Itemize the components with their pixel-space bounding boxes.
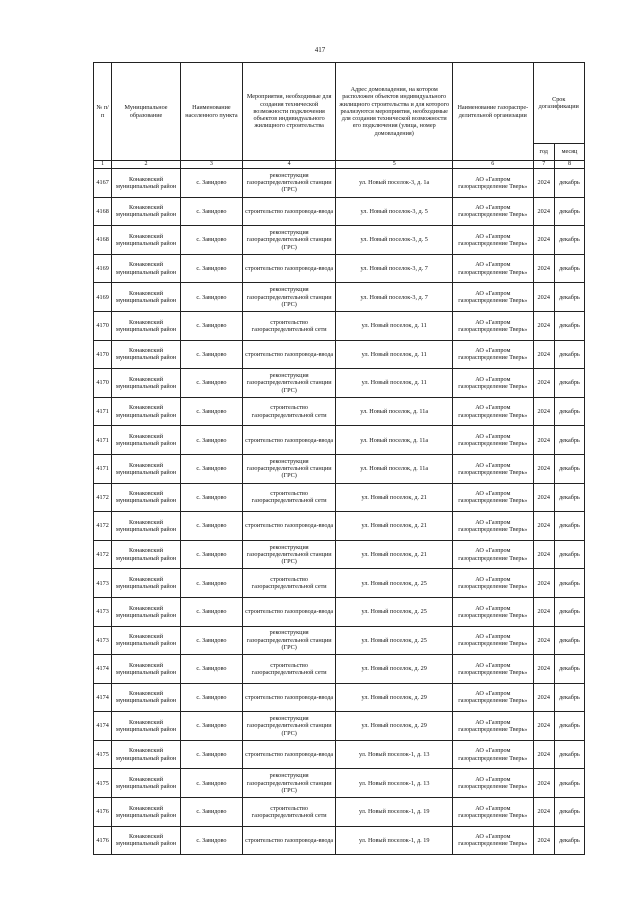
cell-month: декабрь: [554, 340, 584, 369]
cell-activity: строительство газопровода-ввода: [243, 197, 336, 226]
cell-activity: строительство газораспределительной сети: [243, 483, 336, 512]
cell-organization: АО «Газпром газораспределение Тверь»: [453, 712, 533, 741]
cell-organization: АО «Газпром газораспределение Тверь»: [453, 283, 533, 312]
cell-address: ул. Новый поселок, д. 21: [336, 540, 453, 569]
cell-no: 4171: [94, 426, 112, 455]
cell-organization: АО «Газпром газораспределение Тверь»: [453, 340, 533, 369]
table-row: [94, 397, 585, 426]
cell-locality: с. Завидово: [180, 226, 242, 255]
cell-address: ул. Новый поселок, д. 11: [336, 311, 453, 340]
cell-municipality: Конаковский муниципальный район: [112, 483, 181, 512]
cell-activity: строительство газопровода-ввода: [243, 254, 336, 283]
cell-locality: с. Завидово: [180, 826, 242, 855]
cell-locality: с. Завидово: [180, 798, 242, 827]
cell-address: ул. Новый поселок-1, д. 13: [336, 769, 453, 798]
cell-no: 4176: [94, 826, 112, 855]
cell-organization: АО «Газпром газораспределение Тверь»: [453, 454, 533, 483]
column-number: 7: [533, 161, 554, 169]
cell-locality: с. Завидово: [180, 626, 242, 655]
cell-no: 4167: [94, 169, 112, 198]
column-number: 8: [554, 161, 584, 169]
cell-locality: с. Завидово: [180, 454, 242, 483]
cell-year: 2024: [533, 683, 554, 712]
cell-address: ул. Новый поселок, д. 25: [336, 569, 453, 598]
cell-no: 4172: [94, 512, 112, 541]
cell-activity: строительство газораспределительной сети: [243, 397, 336, 426]
cell-address: ул. Новый поселок, д. 25: [336, 597, 453, 626]
cell-activity: строительство газопровода-ввода: [243, 740, 336, 769]
cell-year: 2024: [533, 712, 554, 741]
cell-locality: с. Завидово: [180, 426, 242, 455]
cell-year: 2024: [533, 397, 554, 426]
cell-address: ул. Новый поселок, д. 29: [336, 683, 453, 712]
cell-year: 2024: [533, 369, 554, 398]
cell-month: декабрь: [554, 712, 584, 741]
header-deadline: Срок догазификации: [533, 63, 585, 144]
cell-no: 4174: [94, 712, 112, 741]
cell-municipality: Конаковский муниципальный район: [112, 540, 181, 569]
header-municipality: Муниципальное образование: [112, 63, 181, 161]
table-row: [94, 597, 585, 626]
cell-municipality: Конаковский муниципальный район: [112, 712, 181, 741]
cell-locality: с. Завидово: [180, 340, 242, 369]
cell-no: 4172: [94, 483, 112, 512]
cell-locality: с. Завидово: [180, 655, 242, 684]
table-row: [94, 569, 585, 598]
cell-activity: строительство газопровода-ввода: [243, 683, 336, 712]
cell-organization: АО «Газпром газораспределение Тверь»: [453, 569, 533, 598]
cell-organization: АО «Газпром газораспределение Тверь»: [453, 397, 533, 426]
cell-no: 4172: [94, 540, 112, 569]
cell-activity: реконструкция газораспределительной станции (ГРС): [243, 712, 336, 741]
cell-activity: реконструкция газораспределительной станции (ГРС): [243, 369, 336, 398]
cell-address: ул. Новый поселок-3, д. 5: [336, 197, 453, 226]
table-row: [94, 712, 585, 741]
cell-locality: с. Завидово: [180, 712, 242, 741]
cell-address: ул. Новый поселок, д. 11: [336, 369, 453, 398]
cell-no: 4168: [94, 226, 112, 255]
cell-year: 2024: [533, 826, 554, 855]
cell-month: декабрь: [554, 169, 584, 198]
cell-no: 4174: [94, 683, 112, 712]
cell-organization: АО «Газпром газораспределение Тверь»: [453, 597, 533, 626]
cell-month: декабрь: [554, 769, 584, 798]
cell-month: декабрь: [554, 254, 584, 283]
cell-address: ул. Новый поселок, д. 21: [336, 483, 453, 512]
cell-locality: с. Завидово: [180, 512, 242, 541]
cell-municipality: Конаковский муниципальный район: [112, 769, 181, 798]
cell-year: 2024: [533, 426, 554, 455]
cell-organization: АО «Газпром газораспределение Тверь»: [453, 626, 533, 655]
cell-activity: строительство газопровода-ввода: [243, 826, 336, 855]
cell-locality: с. Завидово: [180, 169, 242, 198]
cell-organization: АО «Газпром газораспределение Тверь»: [453, 683, 533, 712]
cell-municipality: Конаковский муниципальный район: [112, 311, 181, 340]
cell-municipality: Конаковский муниципальный район: [112, 798, 181, 827]
cell-activity: строительство газораспределительной сети: [243, 655, 336, 684]
table-row: [94, 769, 585, 798]
cell-organization: АО «Газпром газораспределение Тверь»: [453, 483, 533, 512]
cell-organization: АО «Газпром газораспределение Тверь»: [453, 512, 533, 541]
header-locality: Наименование населенного пункта: [180, 63, 242, 161]
cell-month: декабрь: [554, 483, 584, 512]
header-year: год: [533, 144, 554, 161]
cell-activity: строительство газопровода-ввода: [243, 426, 336, 455]
cell-locality: с. Завидово: [180, 283, 242, 312]
cell-no: 4174: [94, 655, 112, 684]
cell-address: ул. Новый поселок, д. 21: [336, 512, 453, 541]
cell-locality: с. Завидово: [180, 369, 242, 398]
table-row: [94, 169, 585, 198]
cell-month: декабрь: [554, 512, 584, 541]
cell-activity: реконструкция газораспределительной станции (ГРС): [243, 769, 336, 798]
cell-year: 2024: [533, 197, 554, 226]
table-row: [94, 226, 585, 255]
cell-locality: с. Завидово: [180, 483, 242, 512]
cell-address: ул. Новый поселок-3, д. 1а: [336, 169, 453, 198]
cell-no: 4175: [94, 769, 112, 798]
header-organization: Наименование газораспре-делительной организации: [453, 63, 533, 161]
cell-organization: АО «Газпром газораспределение Тверь»: [453, 197, 533, 226]
cell-organization: АО «Газпром газораспределение Тверь»: [453, 540, 533, 569]
cell-month: декабрь: [554, 197, 584, 226]
cell-activity: реконструкция газораспределительной станции (ГРС): [243, 454, 336, 483]
gasification-table: [93, 62, 585, 855]
cell-year: 2024: [533, 311, 554, 340]
cell-month: декабрь: [554, 798, 584, 827]
cell-year: 2024: [533, 626, 554, 655]
cell-year: 2024: [533, 169, 554, 198]
header-activity: Мероприятия, необходимые для создания технической возможности подключения объектов индивидуального жилищного строительства: [243, 63, 336, 161]
cell-year: 2024: [533, 798, 554, 827]
cell-year: 2024: [533, 454, 554, 483]
column-number: 4: [243, 161, 336, 169]
cell-no: 4169: [94, 283, 112, 312]
cell-municipality: Конаковский муниципальный район: [112, 169, 181, 198]
table-row: [94, 626, 585, 655]
cell-locality: с. Завидово: [180, 254, 242, 283]
cell-address: ул. Новый поселок, д. 11а: [336, 454, 453, 483]
cell-year: 2024: [533, 483, 554, 512]
cell-locality: с. Завидово: [180, 683, 242, 712]
table-row: [94, 426, 585, 455]
column-number-row: [94, 161, 585, 169]
cell-address: ул. Новый поселок, д. 25: [336, 626, 453, 655]
table-row: [94, 798, 585, 827]
cell-municipality: Конаковский муниципальный район: [112, 226, 181, 255]
cell-organization: АО «Газпром газораспределение Тверь»: [453, 769, 533, 798]
cell-year: 2024: [533, 740, 554, 769]
cell-year: 2024: [533, 512, 554, 541]
cell-municipality: Конаковский муниципальный район: [112, 740, 181, 769]
cell-activity: строительство газопровода-ввода: [243, 512, 336, 541]
cell-no: 4176: [94, 798, 112, 827]
cell-municipality: Конаковский муниципальный район: [112, 369, 181, 398]
table-row: [94, 826, 585, 855]
cell-address: ул. Новый поселок, д. 29: [336, 712, 453, 741]
table-row: [94, 254, 585, 283]
table-row: [94, 540, 585, 569]
header-no: № п/п: [94, 63, 112, 161]
cell-year: 2024: [533, 569, 554, 598]
cell-address: ул. Новый поселок-1, д. 19: [336, 798, 453, 827]
cell-month: декабрь: [554, 826, 584, 855]
cell-address: ул. Новый поселок-1, д. 19: [336, 826, 453, 855]
cell-address: ул. Новый поселок-3, д. 7: [336, 254, 453, 283]
cell-no: 4175: [94, 740, 112, 769]
cell-locality: с. Завидово: [180, 569, 242, 598]
cell-no: 4168: [94, 197, 112, 226]
cell-locality: с. Завидово: [180, 311, 242, 340]
cell-no: 4169: [94, 254, 112, 283]
cell-municipality: Конаковский муниципальный район: [112, 826, 181, 855]
cell-year: 2024: [533, 769, 554, 798]
cell-organization: АО «Газпром газораспределение Тверь»: [453, 655, 533, 684]
cell-no: 4173: [94, 569, 112, 598]
table-row: [94, 197, 585, 226]
cell-municipality: Конаковский муниципальный район: [112, 283, 181, 312]
cell-no: 4173: [94, 597, 112, 626]
cell-locality: с. Завидово: [180, 769, 242, 798]
column-number: 5: [336, 161, 453, 169]
cell-activity: реконструкция газораспределительной станции (ГРС): [243, 169, 336, 198]
cell-year: 2024: [533, 226, 554, 255]
cell-month: декабрь: [554, 569, 584, 598]
cell-month: декабрь: [554, 740, 584, 769]
table-row: [94, 512, 585, 541]
cell-month: декабрь: [554, 369, 584, 398]
column-number: 3: [180, 161, 242, 169]
cell-month: декабрь: [554, 283, 584, 312]
cell-municipality: Конаковский муниципальный район: [112, 569, 181, 598]
cell-month: декабрь: [554, 426, 584, 455]
header-address: Адрес домовладения, на котором расположен объектов индивидуального жилищного строительства и для которого реализуются мероприятия, необходимые для создания технической возможности его подключения (улица, номер домовладения): [336, 63, 453, 161]
cell-month: декабрь: [554, 683, 584, 712]
column-number: 1: [94, 161, 112, 169]
cell-activity: строительство газораспределительной сети: [243, 311, 336, 340]
cell-municipality: Конаковский муниципальный район: [112, 454, 181, 483]
cell-no: 4170: [94, 369, 112, 398]
cell-locality: с. Завидово: [180, 197, 242, 226]
cell-municipality: Конаковский муниципальный район: [112, 597, 181, 626]
cell-locality: с. Завидово: [180, 540, 242, 569]
cell-activity: реконструкция газораспределительной станции (ГРС): [243, 283, 336, 312]
cell-no: 4170: [94, 311, 112, 340]
cell-month: декабрь: [554, 397, 584, 426]
cell-activity: реконструкция газораспределительной станции (ГРС): [243, 626, 336, 655]
cell-organization: АО «Газпром газораспределение Тверь»: [453, 426, 533, 455]
cell-year: 2024: [533, 340, 554, 369]
column-number: 6: [453, 161, 533, 169]
cell-municipality: Конаковский муниципальный район: [112, 426, 181, 455]
cell-no: 4171: [94, 454, 112, 483]
cell-municipality: Конаковский муниципальный район: [112, 397, 181, 426]
cell-month: декабрь: [554, 540, 584, 569]
cell-address: ул. Новый поселок, д. 11а: [336, 397, 453, 426]
cell-organization: АО «Газпром газораспределение Тверь»: [453, 169, 533, 198]
cell-year: 2024: [533, 540, 554, 569]
cell-month: декабрь: [554, 626, 584, 655]
cell-organization: АО «Газпром газораспределение Тверь»: [453, 254, 533, 283]
table-row: [94, 340, 585, 369]
cell-organization: АО «Газпром газораспределение Тверь»: [453, 798, 533, 827]
cell-address: ул. Новый поселок-1, д. 13: [336, 740, 453, 769]
cell-organization: АО «Газпром газораспределение Тверь»: [453, 740, 533, 769]
cell-municipality: Конаковский муниципальный район: [112, 197, 181, 226]
cell-no: 4171: [94, 397, 112, 426]
cell-locality: с. Завидово: [180, 740, 242, 769]
cell-municipality: Конаковский муниципальный район: [112, 512, 181, 541]
table-row: [94, 454, 585, 483]
cell-organization: АО «Газпром газораспределение Тверь»: [453, 826, 533, 855]
table-row: [94, 369, 585, 398]
cell-year: 2024: [533, 655, 554, 684]
cell-municipality: Конаковский муниципальный район: [112, 626, 181, 655]
table-row: [94, 683, 585, 712]
cell-month: декабрь: [554, 655, 584, 684]
cell-no: 4170: [94, 340, 112, 369]
cell-address: ул. Новый поселок, д. 29: [336, 655, 453, 684]
table-row: [94, 655, 585, 684]
cell-month: декабрь: [554, 597, 584, 626]
table-row: [94, 311, 585, 340]
cell-organization: АО «Газпром газораспределение Тверь»: [453, 311, 533, 340]
cell-municipality: Конаковский муниципальный район: [112, 655, 181, 684]
column-number: 2: [112, 161, 181, 169]
cell-activity: строительство газораспределительной сети: [243, 798, 336, 827]
cell-organization: АО «Газпром газораспределение Тверь»: [453, 226, 533, 255]
cell-year: 2024: [533, 283, 554, 312]
cell-organization: АО «Газпром газораспределение Тверь»: [453, 369, 533, 398]
cell-locality: с. Завидово: [180, 597, 242, 626]
cell-activity: реконструкция газораспределительной станции (ГРС): [243, 226, 336, 255]
cell-address: ул. Новый поселок, д. 11а: [336, 426, 453, 455]
cell-month: декабрь: [554, 454, 584, 483]
table-row: [94, 740, 585, 769]
cell-municipality: Конаковский муниципальный район: [112, 683, 181, 712]
table-row: [94, 283, 585, 312]
cell-locality: с. Завидово: [180, 397, 242, 426]
header-month: месяц: [554, 144, 584, 161]
cell-no: 4173: [94, 626, 112, 655]
cell-month: декабрь: [554, 311, 584, 340]
cell-year: 2024: [533, 597, 554, 626]
cell-activity: строительство газопровода-ввода: [243, 340, 336, 369]
cell-address: ул. Новый поселок, д. 11: [336, 340, 453, 369]
cell-activity: реконструкция газораспределительной станции (ГРС): [243, 540, 336, 569]
cell-activity: строительство газораспределительной сети: [243, 569, 336, 598]
cell-activity: строительство газопровода-ввода: [243, 597, 336, 626]
cell-address: ул. Новый поселок-3, д. 5: [336, 226, 453, 255]
cell-municipality: Конаковский муниципальный район: [112, 254, 181, 283]
cell-month: декабрь: [554, 226, 584, 255]
page-number: 417: [314, 46, 326, 54]
cell-address: ул. Новый поселок-3, д. 7: [336, 283, 453, 312]
table-row: [94, 483, 585, 512]
table-body: [94, 169, 585, 855]
cell-municipality: Конаковский муниципальный район: [112, 340, 181, 369]
cell-year: 2024: [533, 254, 554, 283]
